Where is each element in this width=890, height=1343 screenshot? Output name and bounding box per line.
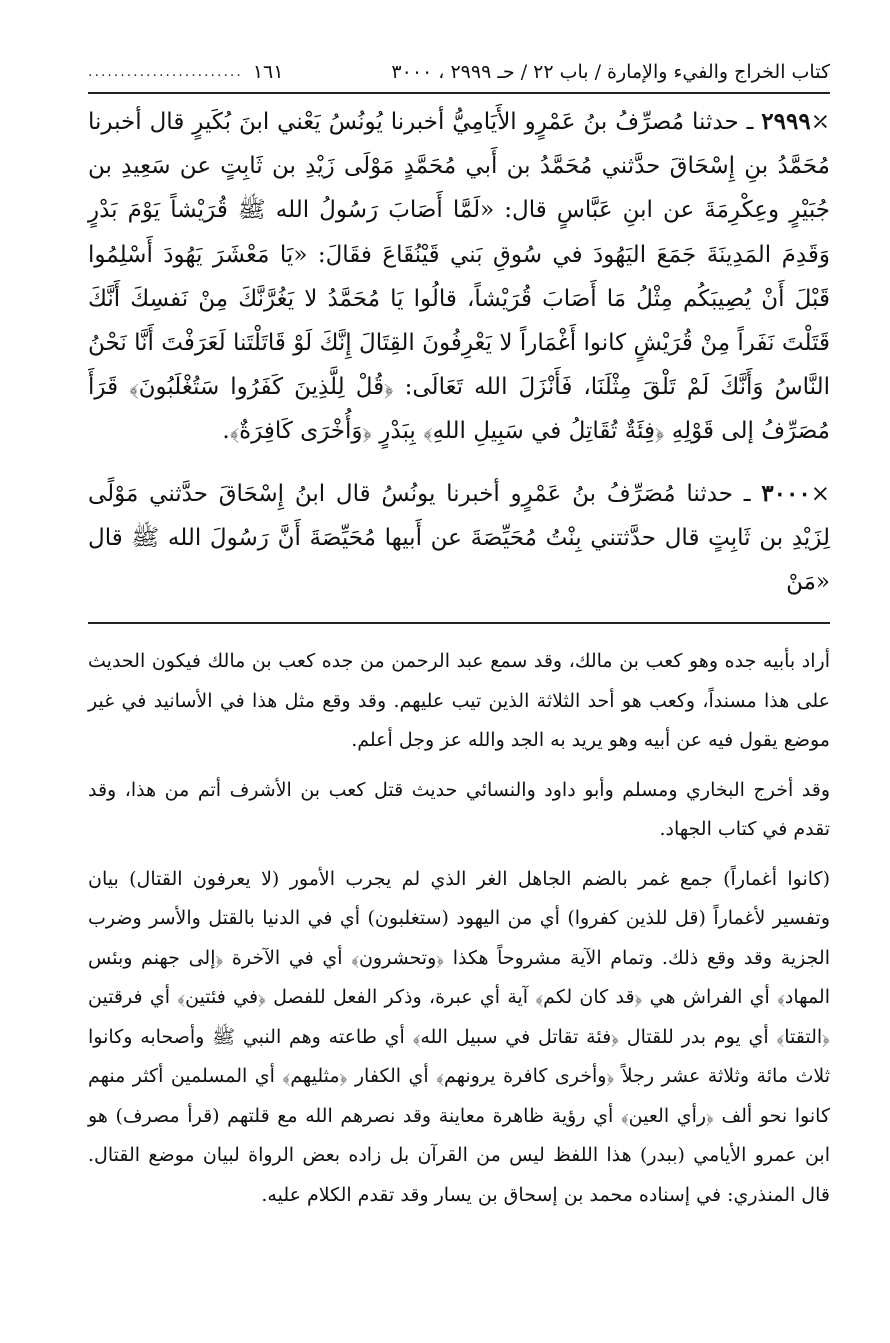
- header-left: [88, 61, 283, 83]
- hadith-marker: ⤫: [810, 109, 830, 135]
- page-number: ١٦١: [252, 61, 284, 83]
- header-dots: ........................: [88, 64, 243, 80]
- hadith-2999: [88, 100, 830, 454]
- footnote-separator: [88, 622, 830, 624]
- hadith-number: ٢٩٩٩: [761, 108, 811, 135]
- running-header: [88, 52, 830, 94]
- note-paragraph: (كانوا أغماراً) جمع غمر بالضم الجاهل الغر الذي لم يجرب الأمور (لا يعرفون القتال) بيان وتفسير لأغماراً (قل للذين كفروا) أي من اليهود (ستغلبون) أي في الدنيا بالقتل والأسر وضرب الجزية وقد وقع ذلك. وتمام الآية مشروحاً هكذا ﴿وتحشرون﴾ أي في الآخرة ﴿إلى جهنم وبئس المهاد﴾ أي الفراش هي ﴿قد كان لكم﴾ آية أي عبرة، وذكر الفعل للفصل ﴿في فئتين﴾ أي فرقتين ﴿التقتا﴾ أي يوم بدر للقتال ﴿فئة تقاتل في سبيل الله﴾ أي طاعته وهم النبي ﷺ وأصحابه وكانوا ثلاث مائة وثلاثة عشر رجلاً ﴿وأخرى كافرة يرونهم﴾ أي الكفار ﴿مثليهم﴾ أي المسلمين أكثر منهم كانوا نحو ألف ﴿رأي العين﴾ أي رؤية ظاهرة معاينة وقد نصرهم الله مع قلتهم (قرأ مصرف) هو ابن عمرو الأيامي (ببدر) هذا اللفظ ليس من القرآن بل زاده بعض الرواة لبيان موضع القتال. قال المنذري: في إسناده محمد بن إسحاق بن يسار وقد تقدم الكلام عليه.: [88, 867, 830, 1206]
- hadith-marker: ×: [810, 480, 830, 507]
- hadith-3000: [88, 472, 830, 605]
- hadith-number: ٣٠٠٠: [761, 479, 811, 507]
- note-paragraph: وقد أخرج البخاري ومسلم وأبو داود والنسائي حديث قتل كعب بن الأشرف أتم من هذا، وقد تقدم في كتاب الجهاد.: [88, 778, 830, 840]
- commentary-notes: [88, 642, 830, 1225]
- hadith-text: ـ حدثنا مُصرِّفُ بنُ عَمْرٍو الأَيَامِيُّ أخبرنا يُونُسُ يَعْني ابنَ بُكَيرٍ قال أخبرنا مُحَمَّدُ بنِ إِسْحَاقَ حدَّثني مُحَمَّدُ بن أَبي مُحَمَّدٍ مَوْلَى زَيْدِ بن ثَابِتٍ عن سَعِيدِ بن جُبَيْرٍ وعِكْرِمَةَ عن ابنِ عَبَّاسٍ قال: «لَمَّا أَصَابَ رَسُولُ الله ﷺ قُرَيْشاً يَوْمَ بَدْرٍ وَقَدِمَ المَدِينَةَ جَمَعَ اليَهُودَ في سُوقِ بَني قَيْنُقَاعَ فقَالَ: «يَا مَعْشَرَ يَهُودَ أَسْلِمُوا قَبْلَ أَنْ يُصِيبَكُم مِثْلُ مَا أَصَابَ قُرَيْشاً، قالُوا يَا مُحَمَّدُ لا يَغُرَّنَّكَ مِنْ نَفسِكَ أَنَّكَ قَتَلْتَ نَفَراً مِنْ قُرَيْشٍ كانوا أَغْمَاراً لا يَعْرِفُونَ القِتَالَ إِنَّكَ لَوْ قَاتَلْتَنا لَعَرَفْتَ أَنَّا نَحْنُ النَّاسُ وَأَنَّكَ لَمْ تَلْقَ مِثْلَنَا، فَأَنْزَلَ الله تَعَالَى: ﴿قُلْ لِلَّذِينَ كَفَرُوا سَتُغْلَبُونَ﴾ قَرَأَ مُصَرِّفُ إلى قَوْلِهِ ﴿فِئَةٌ تُقَاتِلُ في سَبِيلِ اللهِ﴾ بِبَدْرٍ ﴿وَأُخْرَى كَافِرَةٌ﴾.: [88, 109, 830, 445]
- main-text: [88, 100, 830, 622]
- note-paragraph: أراد بأبيه جده وهو كعب بن مالك، وقد سمع عبد الرحمن من جده كعب بن مالك فيكون الحديث على هذا مسنداً، وكعب هو أحد الثلاثة الذين تيب عليهم. وقد وقع مثل هذا في الأسانيد في غير موضع يقول فيه عن أبيه وهو يريد به الجد والله عز وجل أعلم.: [88, 650, 830, 751]
- hadith-text: ـ حدثنا مُصَرِّفُ بنُ عَمْرٍو أخبرنا يونُسُ قال ابنُ إِسْحَاقَ حدَّثني مَوْلًى لِزَيْدِ بن ثَابِتٍ قال حدَّثتني بِنْتُ مُحَيِّصَةَ عن أَبيها مُحَيِّصَةَ أَنَّ رَسُولَ الله ﷺ قال «مَنْ: [88, 480, 830, 596]
- header-title: كتاب الخراج والفيء والإمارة / باب ٢٢ / حـ ٢٩٩٩ ، ٣٠٠٠: [391, 61, 830, 83]
